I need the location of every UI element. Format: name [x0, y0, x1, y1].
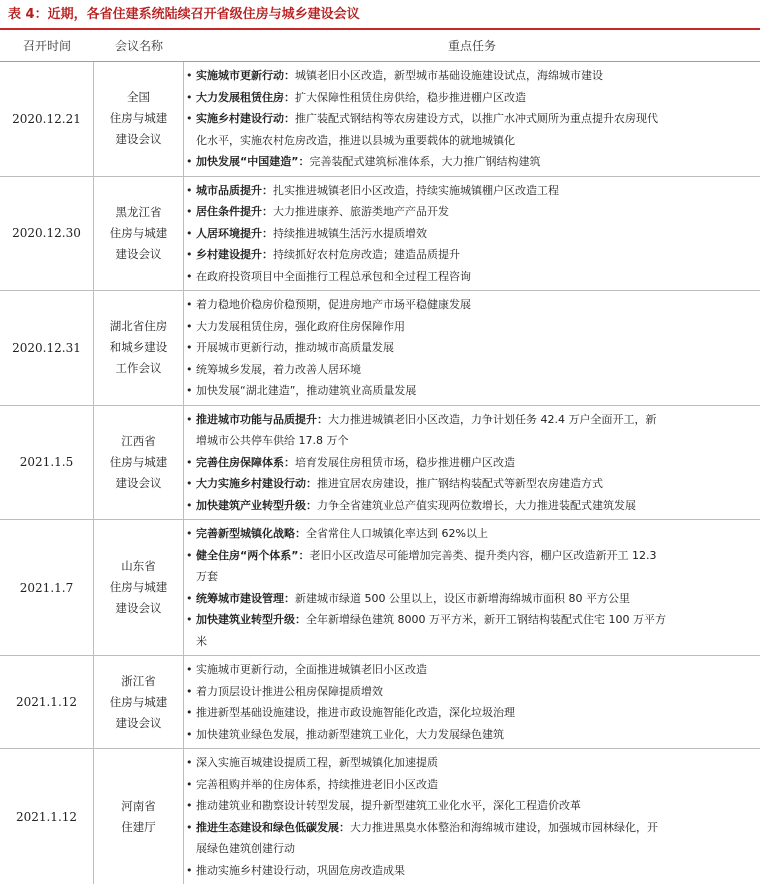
meeting-name-line: 黑龙江省 — [115, 204, 162, 219]
table-row — [0, 520, 760, 656]
task-item — [186, 151, 752, 173]
task-item — [186, 681, 752, 703]
task-item — [186, 817, 752, 860]
table-row — [0, 749, 760, 884]
meeting-name-line: 和城乡建设 — [109, 340, 168, 355]
task-item — [186, 860, 752, 882]
task-text: 完善住房保障体系：培育发展住房租赁市场，稳步推进棚户区改造 — [196, 455, 515, 469]
meeting-name — [94, 520, 184, 655]
meeting-name-line: 全国 — [127, 90, 150, 105]
task-text: 加快发展“中国建造”：完善装配式建筑标准体系，大力推广钢结构建筑 — [196, 155, 541, 168]
task-text: 加快发展“湖北建造”，推动建筑业高质量发展 — [196, 384, 417, 397]
task-text: 乡村建设提升：持续抓好农村危房改造；建造品质提升 — [196, 248, 460, 261]
task-text: 完善新型城镇化战略：全省常住人口城镇化率达到 62%以上 — [196, 527, 488, 540]
meeting-name — [94, 177, 184, 291]
bullet-icon: • — [186, 527, 193, 540]
bullet-icon: • — [186, 362, 193, 376]
meeting-date: 2021.1.12 — [0, 656, 94, 748]
task-item — [186, 65, 752, 87]
meeting-name-line: 建设会议 — [115, 246, 162, 261]
task-item — [186, 702, 752, 724]
task-item — [186, 180, 752, 202]
task-item — [186, 294, 752, 316]
task-text: 米 — [196, 634, 207, 648]
task-item — [186, 359, 752, 381]
task-item — [186, 473, 752, 495]
bullet-icon: • — [186, 455, 193, 469]
bullet-icon: • — [186, 226, 193, 240]
task-item — [186, 545, 752, 588]
meeting-name-line: 工作会议 — [115, 361, 162, 376]
meeting-name — [94, 291, 184, 405]
meeting-name-line: 住房与城建 — [109, 225, 168, 240]
bullet-icon: • — [186, 341, 193, 354]
task-text: 大力发展租赁住房，强化政府住房保障作用 — [196, 319, 405, 333]
bullet-icon: • — [186, 613, 193, 626]
bullet-icon: • — [186, 319, 193, 333]
meeting-name-line: 江西省 — [121, 433, 156, 448]
meeting-name-line: 湖北省住房 — [109, 319, 168, 334]
key-tasks — [186, 177, 752, 291]
meeting-name-line: 建设会议 — [115, 132, 162, 147]
task-text: 深入实施百城建设提质工程，新型城镇化加速提质 — [196, 756, 438, 769]
task-text: 万套 — [196, 570, 218, 583]
table-body — [0, 62, 760, 884]
meeting-date: 2021.1.7 — [0, 520, 94, 655]
bullet-icon: • — [186, 706, 193, 719]
task-text: 加快建筑产业转型升级：力争全省建筑业总产值实现两位数增长，大力推进装配式建筑发展 — [196, 498, 636, 512]
bullet-icon: • — [186, 205, 193, 218]
bullet-icon: • — [186, 756, 193, 769]
task-text: 加快建筑业绿色发展，推动新型建筑工业化，大力发展绿色建筑 — [196, 727, 504, 741]
task-text: 推进生态建设和绿色低碳发展：大力推进黑臭水体整治和海绵城市建设，加强城市园林绿化，开 — [196, 820, 658, 834]
bullet-icon: • — [186, 298, 193, 311]
task-text: 展绿色建筑创建行动 — [196, 842, 295, 855]
bullet-icon: • — [186, 727, 193, 741]
key-tasks — [186, 291, 752, 405]
task-text: 大力发展租赁住房：扩大保障性租赁住房供给，稳步推进棚户区改造 — [196, 90, 526, 104]
task-text: 完善租购并举的住房体系，持续推进老旧小区改造 — [196, 777, 438, 791]
task-text: 推动建筑业和勘察设计转型发展，提升新型建筑工业化水平，深化工程造价改革 — [196, 799, 581, 812]
task-item — [186, 774, 752, 796]
meeting-name — [94, 656, 184, 748]
table-row — [0, 656, 760, 749]
task-item — [186, 523, 752, 545]
task-text: 推进城市功能与品质提升：大力推进城镇老旧小区改造，力争计划任务 42.4 万户全面开工，新 — [196, 412, 657, 426]
bullet-icon: • — [186, 777, 193, 791]
task-text: 加快建筑业转型升级：全年新增绿色建筑 8000 万平方米，新开工钢结构装配式住宅 100 万平方 — [196, 613, 666, 626]
task-text: 大力实施乡村建设行动：推进宜居农房建设，推广钢结构装配式等新型农房建造方式 — [196, 477, 603, 490]
task-item — [186, 316, 752, 338]
task-text: 着力顶层设计推进公租房保障提质增效 — [196, 684, 383, 698]
bullet-icon: • — [186, 384, 193, 397]
meeting-name — [94, 749, 184, 884]
task-item — [186, 795, 752, 817]
task-item — [186, 409, 752, 452]
bullet-icon: • — [186, 112, 193, 125]
task-item — [186, 609, 752, 652]
meeting-date: 2020.12.21 — [0, 62, 94, 176]
header-meeting: 会议名称 — [114, 39, 163, 53]
bullet-icon: • — [186, 155, 193, 168]
bullet-icon: • — [186, 863, 193, 877]
bullet-icon: • — [186, 269, 193, 283]
task-item — [186, 266, 752, 288]
task-item — [186, 244, 752, 266]
task-item — [186, 752, 752, 774]
task-item — [186, 108, 752, 151]
task-text: 实施乡村建设行动：推广装配式钢结构等农房建设方式，以推广水冲式厕所为重点提升农房现代 — [196, 112, 658, 125]
task-text: 统筹城市建设管理：新建城市绿道 500 公里以上，设区市新增海绵城市面积 80 平方公里 — [196, 591, 630, 605]
bullet-icon: • — [186, 477, 193, 490]
meeting-name-line: 住房与城建 — [109, 111, 168, 126]
header-tasks: 重点任务 — [447, 39, 496, 53]
key-tasks — [186, 62, 752, 176]
meeting-name-line: 建设会议 — [115, 475, 162, 490]
meeting-name-line: 住房与城建 — [109, 694, 168, 709]
table-row — [0, 291, 760, 406]
task-text: 在政府投资项目中全面推行工程总承包和全过程工程咨询 — [196, 269, 471, 283]
meeting-date: 2021.1.5 — [0, 406, 94, 520]
task-text: 实施城市更新行动，全面推进城镇老旧小区改造 — [196, 663, 427, 676]
bullet-icon: • — [186, 548, 193, 562]
meeting-name — [94, 406, 184, 520]
task-text: 增城市公共停车供给 17.8 万个 — [196, 434, 349, 447]
bullet-icon: • — [186, 591, 193, 605]
task-text: 化水平，实施农村危房改造，推进以县城为重要载体的就地城镇化 — [196, 133, 515, 147]
table-caption: 表 4：近期，各省住建系统陆续召开省级住房与城乡建设会议 — [8, 7, 360, 22]
top-rule — [0, 28, 760, 30]
meeting-name-line: 住房与城建 — [109, 454, 168, 469]
bullet-icon: • — [186, 799, 193, 812]
task-item — [186, 452, 752, 474]
task-item — [186, 380, 752, 402]
bullet-icon: • — [186, 412, 193, 426]
meeting-name — [94, 62, 184, 176]
task-item — [186, 201, 752, 223]
key-tasks — [186, 749, 752, 884]
meeting-name-line: 住房与城建 — [109, 580, 168, 594]
table-row — [0, 177, 760, 292]
task-text: 推进新型基础设施建设，推进市政设施智能化改造，深化垃圾治理 — [196, 706, 515, 719]
bullet-icon: • — [186, 498, 193, 512]
bullet-icon: • — [186, 820, 193, 834]
task-item — [186, 724, 752, 746]
task-item — [186, 223, 752, 245]
task-text: 居住条件提升：大力推进康养、旅游类地产产品开发 — [196, 205, 449, 218]
bullet-icon: • — [186, 69, 193, 82]
meeting-name-line: 建设会议 — [115, 715, 162, 730]
bullet-icon: • — [186, 183, 193, 197]
bullet-icon: • — [186, 248, 193, 261]
task-text: 城市品质提升：扎实推进城镇老旧小区改造，持续实施城镇棚户区改造工程 — [196, 183, 559, 197]
meeting-name-line: 河南省 — [121, 798, 156, 813]
meeting-date: 2021.1.12 — [0, 749, 94, 884]
meeting-name-line: 山东省 — [121, 559, 156, 573]
key-tasks — [186, 656, 752, 748]
bullet-icon: • — [186, 663, 193, 676]
meeting-name-line: 建设会议 — [115, 601, 162, 615]
task-item — [186, 87, 752, 109]
task-item — [186, 588, 752, 610]
key-tasks — [186, 406, 752, 520]
table-header — [0, 32, 760, 60]
task-text: 着力稳地价稳房价稳预期，促进房地产市场平稳健康发展 — [196, 298, 471, 311]
header-date: 召开时间 — [22, 39, 71, 53]
meeting-name-line: 浙江省 — [121, 673, 156, 688]
table-row — [0, 62, 760, 177]
bullet-icon: • — [186, 90, 193, 104]
task-item — [186, 495, 752, 517]
key-tasks — [186, 520, 752, 655]
task-item — [186, 337, 752, 359]
meeting-date: 2020.12.31 — [0, 291, 94, 405]
task-text: 人居环境提升：持续推进城镇生活污水提质增效 — [196, 226, 427, 240]
task-item — [186, 659, 752, 681]
task-text: 健全住房“两个体系”：老旧小区改造尽可能增加完善类、提升类内容，棚户区改造新开工 12.3 — [196, 548, 657, 562]
meeting-date: 2020.12.30 — [0, 177, 94, 291]
task-text: 推动实施乡村建设行动，巩固危房改造成果 — [196, 863, 405, 877]
task-text: 统筹城乡发展，着力改善人居环境 — [196, 362, 361, 376]
task-text: 实施城市更新行动：城镇老旧小区改造，新型城市基础设施建设试点，海绵城市建设 — [196, 69, 603, 82]
meeting-name-line: 住建厅 — [121, 819, 156, 834]
task-text: 开展城市更新行动，推动城市高质量发展 — [196, 341, 394, 354]
bullet-icon: • — [186, 684, 193, 698]
table-row — [0, 406, 760, 521]
